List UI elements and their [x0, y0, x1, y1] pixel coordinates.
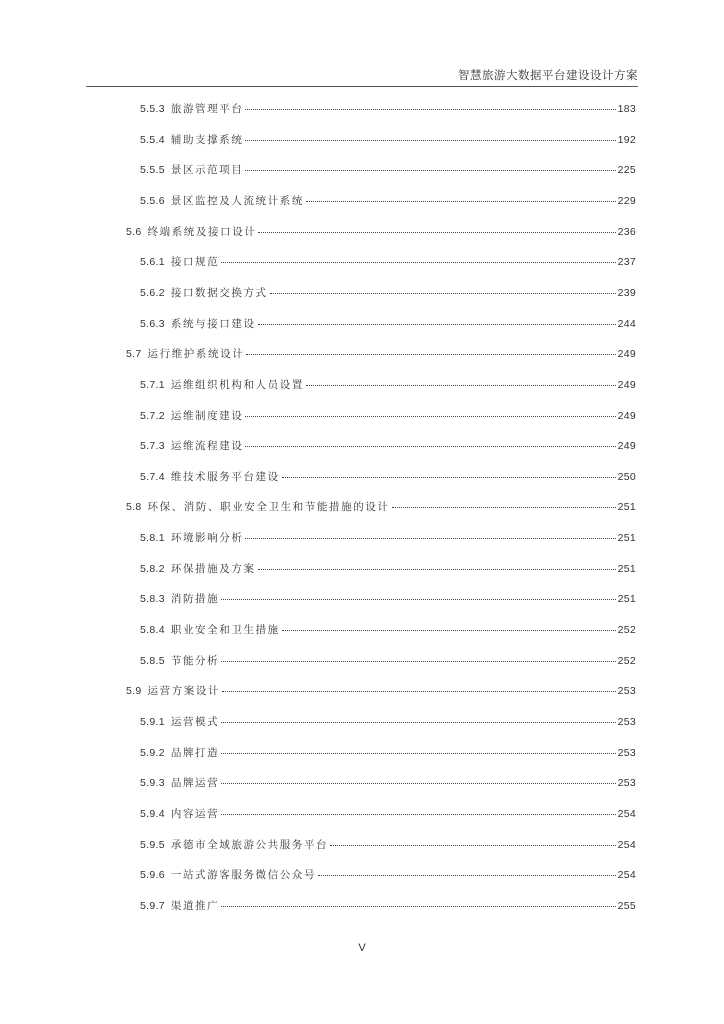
toc-entry-number: 5.5.5 — [140, 164, 165, 177]
toc-entry-page: 249 — [617, 348, 636, 361]
toc-dot-leader — [221, 906, 615, 907]
toc-dot-leader — [282, 630, 616, 631]
toc-entry-title: 品牌打造 — [170, 746, 220, 759]
toc-entry-page: 251 — [617, 593, 636, 606]
toc-entry-page: 236 — [617, 225, 636, 238]
toc-entry-page: 252 — [617, 624, 636, 637]
toc-subsection-entry[interactable] — [140, 469, 636, 484]
toc-entry-number: 5.9.6 — [140, 869, 165, 882]
toc-entry-page: 229 — [617, 194, 636, 207]
toc-dot-leader — [282, 477, 616, 478]
toc-subsection-entry[interactable] — [140, 591, 636, 606]
toc-entry-title: 消防措施 — [170, 593, 220, 606]
toc-subsection-entry[interactable] — [140, 867, 636, 882]
toc-subsection-entry[interactable] — [140, 132, 636, 147]
toc-entry-page: 255 — [617, 899, 636, 912]
toc-subsection-entry[interactable] — [140, 193, 636, 208]
toc-subsection-entry[interactable] — [140, 898, 636, 913]
toc-entry-title: 运营方案设计 — [147, 685, 221, 698]
toc-entry-number: 5.9.3 — [140, 777, 165, 790]
toc-entry-title: 旅游管理平台 — [170, 103, 244, 115]
toc-entry-title: 接口规范 — [170, 256, 220, 269]
toc-entry-number: 5.9.7 — [140, 899, 165, 912]
toc-entry-title: 内容运营 — [170, 807, 220, 820]
toc-entry-number: 5.7.3 — [140, 440, 165, 453]
toc-subsection-entry[interactable] — [140, 377, 636, 392]
toc-entry-title: 运维流程建设 — [170, 440, 244, 453]
toc-entry-title: 节能分析 — [170, 654, 220, 667]
toc-entry-title: 一站式游客服务微信公众号 — [170, 869, 317, 882]
toc-subsection-entry[interactable] — [140, 438, 636, 453]
toc-dot-leader — [221, 262, 615, 263]
toc-entry-number: 5.5.6 — [140, 194, 165, 207]
toc-dot-leader — [330, 845, 615, 846]
page-number: V — [358, 942, 366, 954]
toc-subsection-entry[interactable] — [140, 806, 636, 821]
toc-dot-leader — [306, 385, 616, 386]
toc-dot-leader — [258, 232, 615, 233]
toc-entry-number: 5.8 — [126, 501, 142, 514]
toc-dot-leader — [245, 446, 615, 447]
toc-dot-leader — [221, 661, 615, 662]
toc-entry-page: 251 — [617, 501, 636, 514]
toc-subsection-entry[interactable] — [140, 254, 636, 269]
toc-dot-leader — [258, 569, 616, 570]
toc-dot-leader — [258, 324, 616, 325]
toc-entry-title: 辅助支撑系统 — [170, 133, 244, 146]
toc-entry-number: 5.9.5 — [140, 838, 165, 851]
toc-entry-number: 5.5.3 — [140, 103, 165, 115]
toc-dot-leader — [221, 753, 615, 754]
toc-entry-page: 249 — [617, 440, 636, 453]
header-divider — [86, 86, 638, 87]
toc-dot-leader — [318, 875, 616, 876]
toc-entry-page: 237 — [617, 256, 636, 269]
toc-entry-title: 维技术服务平台建设 — [170, 470, 280, 483]
toc-entry-page: 183 — [617, 103, 636, 115]
toc-entry-number: 5.8.5 — [140, 654, 165, 667]
toc-entry-number: 5.8.3 — [140, 593, 165, 606]
toc-entry-title: 职业安全和卫生措施 — [170, 624, 280, 637]
toc-entry-page: 251 — [617, 562, 636, 575]
toc-entry-title: 景区示范项目 — [170, 164, 244, 177]
toc-entry-title: 环保、消防、职业安全卫生和节能措施的设计 — [147, 501, 390, 514]
toc-dot-leader — [245, 538, 615, 539]
toc-subsection-entry[interactable] — [140, 316, 636, 331]
toc-entry-title: 接口数据交换方式 — [170, 286, 268, 299]
toc-subsection-entry[interactable] — [140, 162, 636, 177]
toc-dot-leader — [245, 140, 615, 141]
toc-dot-leader — [221, 814, 615, 815]
toc-entry-number: 5.7.2 — [140, 409, 165, 422]
toc-entry-number: 5.7.4 — [140, 470, 165, 483]
toc-entry-page: 250 — [617, 470, 636, 483]
toc-entry-title: 环境影响分析 — [170, 532, 244, 545]
toc-dot-leader — [245, 416, 615, 417]
toc-entry-title: 景区监控及人流统计系统 — [170, 194, 304, 207]
toc-entry-number: 5.8.1 — [140, 532, 165, 545]
toc-dot-leader — [270, 293, 616, 294]
toc-dot-leader — [222, 691, 615, 692]
toc-entry-page: 253 — [617, 746, 636, 759]
toc-entry-page: 254 — [617, 838, 636, 851]
toc-entry-number: 5.8.4 — [140, 624, 165, 637]
toc-entry-title: 运维组织机构和人员设置 — [170, 378, 304, 391]
toc-entry-number: 5.7.1 — [140, 378, 165, 391]
toc-entry-number: 5.6.1 — [140, 256, 165, 269]
toc-entry-page: 253 — [617, 716, 636, 728]
toc-entry-title: 运行维护系统设计 — [147, 348, 245, 361]
toc-entry-title: 系统与接口建设 — [170, 317, 256, 330]
toc-dot-leader — [306, 201, 616, 202]
toc-entry-number: 5.6.3 — [140, 317, 165, 330]
toc-entry-page: 244 — [617, 317, 636, 330]
toc-entry-title: 渠道推广 — [170, 899, 220, 912]
toc-subsection-entry[interactable] — [140, 530, 636, 545]
toc-entry-number: 5.7 — [126, 348, 142, 361]
toc-entry-number: 5.8.2 — [140, 562, 165, 575]
toc-dot-leader — [245, 170, 615, 171]
toc-subsection-entry[interactable] — [140, 775, 636, 790]
toc-subsection-entry[interactable] — [140, 714, 636, 729]
toc-entry-page: 192 — [617, 133, 636, 146]
toc-entry-title: 运维制度建设 — [170, 409, 244, 422]
toc-subsection-entry[interactable] — [140, 653, 636, 668]
toc-subsection-entry[interactable] — [140, 745, 636, 760]
toc-dot-leader — [246, 354, 615, 355]
toc-entry-number: 5.6 — [126, 225, 142, 238]
toc-entry-page: 254 — [617, 807, 636, 820]
toc-entry-number: 5.9.1 — [140, 716, 165, 728]
toc-entry-number: 5.5.4 — [140, 133, 165, 146]
toc-subsection-entry[interactable] — [140, 285, 636, 300]
toc-dot-leader — [221, 722, 615, 723]
toc-entry-title: 品牌运营 — [170, 777, 220, 790]
toc-subsection-entry[interactable] — [140, 101, 636, 116]
toc-subsection-entry[interactable] — [140, 837, 636, 852]
toc-entry-page: 225 — [617, 164, 636, 177]
toc-entry-title: 承德市全域旅游公共服务平台 — [170, 838, 329, 851]
toc-entry-page: 249 — [617, 409, 636, 422]
toc-entry-page: 251 — [617, 532, 636, 545]
toc-entry-title: 终端系统及接口设计 — [147, 225, 257, 238]
toc-entry-page: 254 — [617, 869, 636, 882]
toc-entry-number: 5.9 — [126, 685, 142, 698]
toc-section-entry[interactable] — [126, 224, 636, 239]
toc-dot-leader — [392, 507, 616, 508]
toc-entry-page: 253 — [617, 777, 636, 790]
toc-subsection-entry[interactable] — [140, 408, 636, 423]
toc-entry-page: 249 — [617, 378, 636, 391]
toc-dot-leader — [221, 783, 615, 784]
toc-entry-page: 252 — [617, 654, 636, 667]
toc-entry-page: 253 — [617, 685, 636, 698]
toc-section-entry[interactable] — [126, 499, 636, 514]
toc-dot-leader — [245, 109, 615, 110]
toc-entry-title: 环保措施及方案 — [170, 562, 256, 575]
toc-subsection-entry[interactable] — [140, 622, 636, 637]
toc-section-entry[interactable] — [126, 683, 636, 698]
toc-entry-number: 5.6.2 — [140, 286, 165, 299]
toc-subsection-entry[interactable] — [140, 561, 636, 576]
toc-entry-page: 239 — [617, 286, 636, 299]
toc-entry-number: 5.9.4 — [140, 807, 165, 820]
page-header-title: 智慧旅游大数据平台建设设计方案 — [458, 70, 638, 82]
toc-section-entry[interactable] — [126, 346, 636, 361]
toc-entry-number: 5.9.2 — [140, 746, 165, 759]
toc-dot-leader — [221, 599, 615, 600]
toc-entry-title: 运营模式 — [170, 716, 220, 728]
